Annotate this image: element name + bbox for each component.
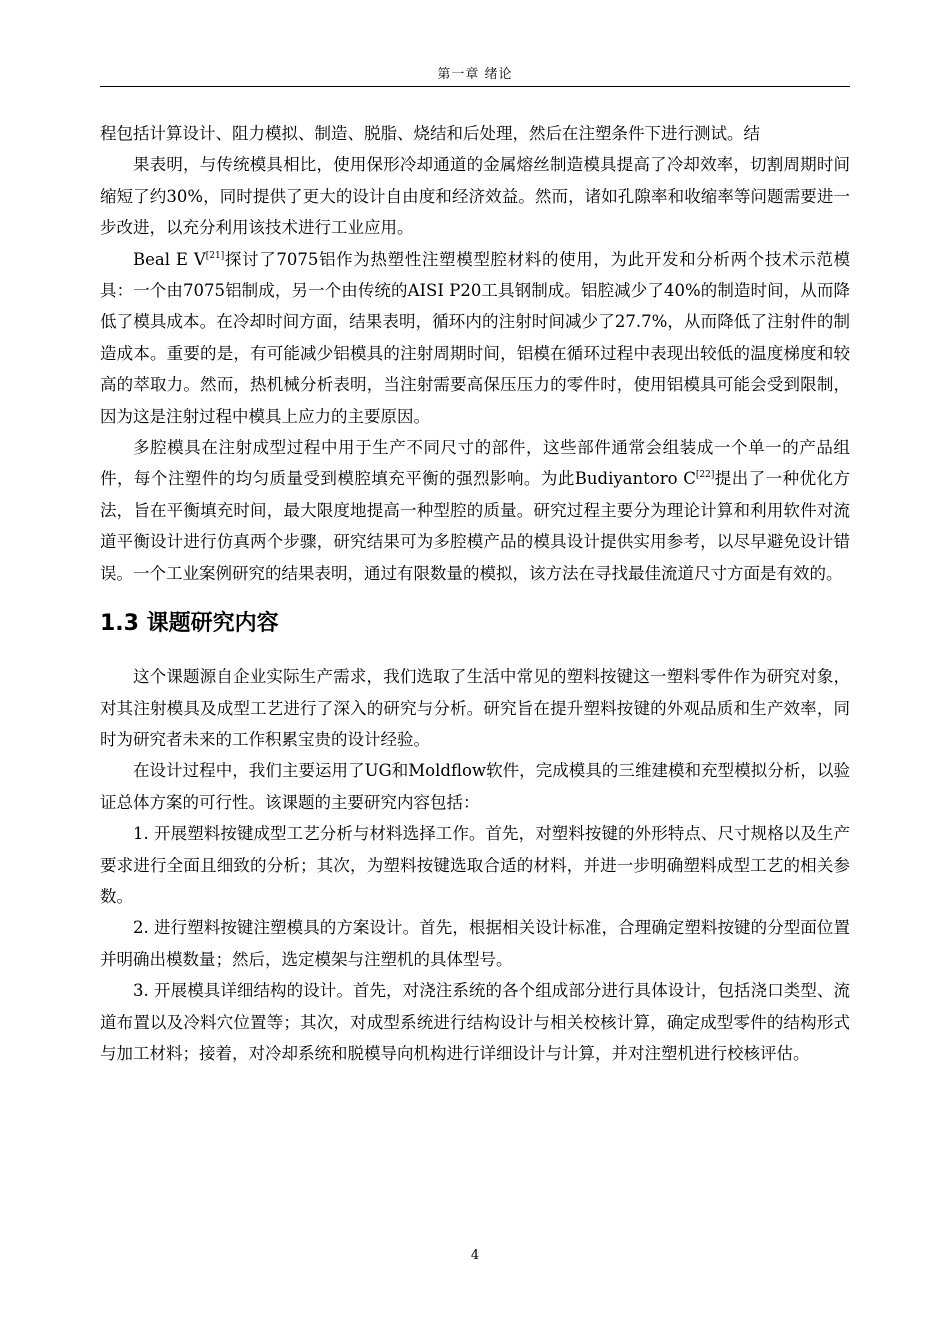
paragraph-multicavity-lead: 多腔模具在注射成型过程中用于生产不同尺寸的部件，这些部件通常会组装成一个单一的产品组件，每个注塑件的均匀质量受到模腔填充平衡的强烈影响。为此Budiyantoro C xyxy=(100,438,850,489)
list-item-1: 1. 开展塑料按键成型工艺分析与材料选择工作。首先，对塑料按键的外形特点、尺寸规格以及生产要求进行全面且细致的分析；其次，为塑料按键选取合适的材料，并进一步明确塑料成型工艺的相关参数。 xyxy=(100,824,850,906)
author-name: Beal E V xyxy=(133,249,206,269)
section-heading: 1.3 课题研究内容 xyxy=(100,611,279,637)
paragraph-design-process: 在设计过程中，我们主要运用了UG和Moldflow软件，完成模具的三维建模和充型模拟分析，以验证总体方案的可行性。该课题的主要研究内容包括： xyxy=(100,761,850,812)
list-item-2: 2. 进行塑料按键注塑模具的方案设计。首先，根据相关设计标准，合理确定塑料按键的分型面位置并明确出模数量；然后，选定模架与注塑机的具体型号。 xyxy=(100,918,850,969)
paragraph-results: 果表明，与传统模具相比，使用保形冷却通道的金属熔丝制造模具提高了冷却效率，切割周期时间缩短了约30%，同时提供了更大的设计自由度和经济效益。然而，诸如孔隙率和收缩率等问题需要进一步改进，以充分利用该技术进行工业应用。 xyxy=(100,155,850,238)
header-rule xyxy=(100,86,850,87)
body-text xyxy=(100,118,850,1069)
paragraph-beal xyxy=(100,244,850,432)
citation-ref-22: [22] xyxy=(695,470,715,481)
paragraph-multicavity-body: 提出了一种优化方法，旨在平衡填充时间，最大限度地提高一种型腔的质量。研究过程主要分为理论计算和利用软件对流道平衡设计进行仿真两个步骤，研究结果可为多腔模产品的模具设计提供实用参考，以尽早避免设计错误。一个工业案例研究的结果表明，通过有限数量的模拟，该方法在寻找最佳流道尺寸方面是有效的。 xyxy=(100,469,850,583)
paragraph-continuation: 程包括计算设计、阻力模拟、制造、脱脂、烧结和后处理，然后在注塑条件下进行测试。结 xyxy=(100,124,760,143)
page-number: 4 xyxy=(470,1248,480,1263)
paragraph-beal-body: 探讨了7075铝作为热塑性注塑模型腔材料的使用，为此开发和分析两个技术示范模具：一个由7075铝制成，另一个由传统的AISI P20工具钢制成。铝腔减少了40%的制造时间，从而降低了模具成本。在冷却时间方面，结果表明，循环内的注射时间减少了27.7%，从而降低了注射件的制造成本。重要的是，有可能减少铝模具的注射周期时间，铝模在循环过程中表现出较低的温度梯度和较高的萃取力。然而，热机械分析表明，当注射需要高保压压力的零件时，使用铝模具可能会受到限制，因为这是注射过程中模具上应力的主要原因。 xyxy=(100,249,850,426)
paragraph-topic-origin: 这个课题源自企业实际生产需求，我们选取了生活中常见的塑料按键这一塑料零件作为研究对象，对其注射模具及成型工艺进行了深入的研究与分析。研究旨在提升塑料按键的外观品质和生产效率，同时为研究者未来的工作积累宝贵的设计经验。 xyxy=(100,667,850,749)
list-item-3: 3. 开展模具详细结构的设计。首先，对浇注系统的各个组成部分进行具体设计，包括浇口类型、流道布置以及冷料穴位置等；其次，对成型系统进行结构设计与相关校核计算，确定成型零件的结构形式与加工材料；接着，对冷却系统和脱模导向机构进行详细设计与计算，并对注塑机进行校核评估。 xyxy=(100,981,850,1063)
paragraph-multicavity xyxy=(100,432,850,589)
citation-ref-21: [21] xyxy=(205,250,225,261)
running-header: 第一章 绪论 xyxy=(437,67,513,82)
